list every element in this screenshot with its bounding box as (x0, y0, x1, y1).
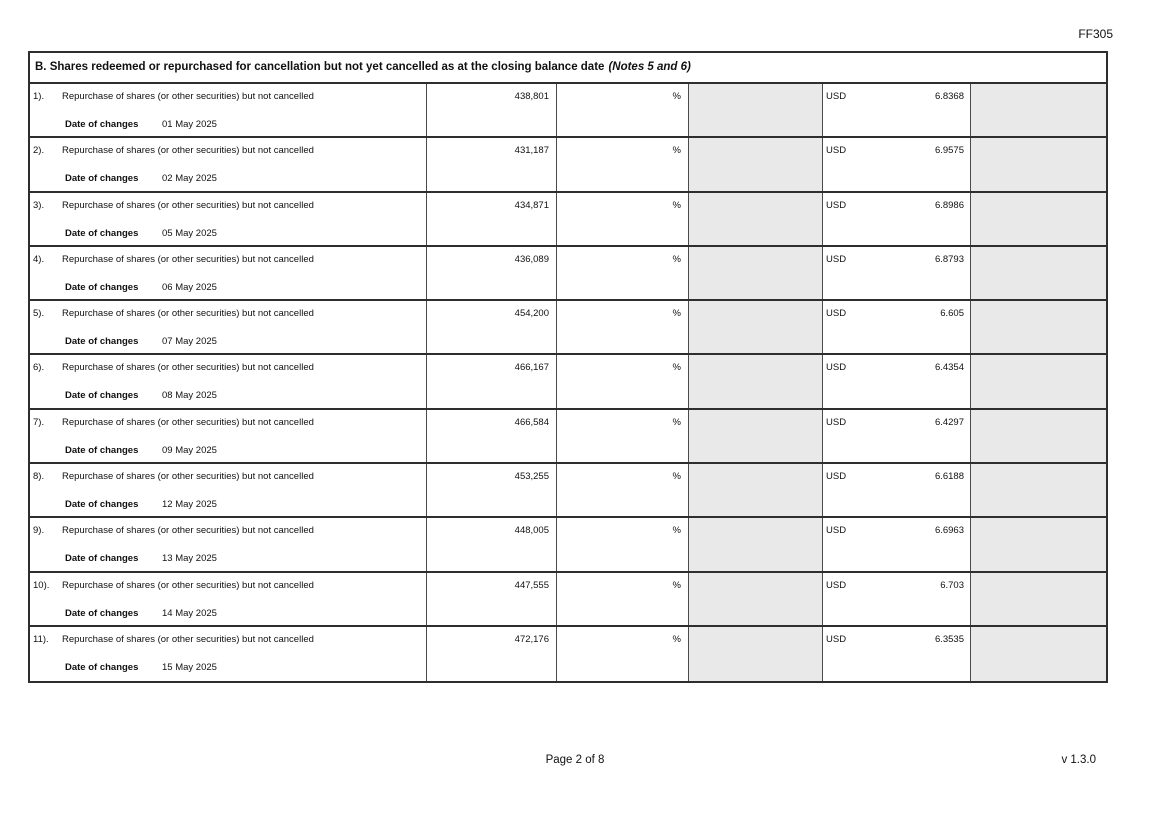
description-cell (30, 138, 427, 190)
shares-count-cell: 466,167 (427, 355, 557, 407)
shaded-blank-cell-1 (689, 573, 823, 625)
description-cell (30, 84, 427, 136)
date-line (30, 608, 426, 619)
shaded-blank-cell-1 (689, 247, 823, 299)
currency-label: USD (826, 199, 847, 211)
table-row (30, 247, 1106, 301)
percent-cell: % (557, 355, 689, 407)
percent-cell: % (557, 573, 689, 625)
date-of-changes-value: 12 May 2025 (162, 499, 217, 511)
exchange-rate-value: 6.605 (940, 308, 964, 320)
shares-count-cell: 438,801 (427, 84, 557, 136)
shaded-blank-cell-1 (689, 138, 823, 190)
shaded-blank-cell-2 (971, 247, 1106, 299)
currency-rate-cell (823, 627, 971, 681)
date-of-changes-label: Date of changes (65, 390, 139, 402)
shaded-blank-cell-2 (971, 573, 1106, 625)
description-cell (30, 355, 427, 407)
shaded-blank-cell-2 (971, 84, 1106, 136)
date-line (30, 119, 426, 130)
description-line (30, 193, 426, 211)
exchange-rate-value: 6.703 (940, 579, 964, 591)
date-line (30, 445, 426, 456)
exchange-rate-value: 6.9575 (934, 145, 964, 157)
date-of-changes-value: 15 May 2025 (162, 661, 217, 673)
shares-count-cell: 453,255 (427, 464, 557, 516)
shares-count-cell: 431,187 (427, 138, 557, 190)
table-row (30, 84, 1106, 138)
currency-label: USD (826, 579, 847, 591)
exchange-rate-value: 6.4354 (934, 362, 964, 374)
currency-label: USD (826, 633, 847, 645)
shaded-blank-cell-2 (971, 193, 1106, 245)
shaded-blank-cell-2 (971, 464, 1106, 516)
shaded-blank-cell-2 (971, 355, 1106, 407)
percent-cell: % (557, 301, 689, 353)
date-of-changes-value: 13 May 2025 (162, 553, 217, 565)
date-line (30, 499, 426, 510)
table-body (30, 84, 1106, 681)
description-line (30, 247, 426, 265)
date-of-changes-label: Date of changes (65, 281, 139, 293)
percent-cell: % (557, 518, 689, 570)
shares-count-cell: 472,176 (427, 627, 557, 681)
date-of-changes-value: 08 May 2025 (162, 390, 217, 402)
section-title-notes: (Notes 5 and 6) (608, 61, 691, 73)
date-of-changes-label: Date of changes (65, 227, 139, 239)
description-line (30, 301, 426, 319)
date-line (30, 282, 426, 293)
shares-count-cell: 454,200 (427, 301, 557, 353)
description-cell (30, 573, 427, 625)
shaded-blank-cell-1 (689, 464, 823, 516)
row-description: Repurchase of shares (or other securities) but not cancelled (62, 91, 314, 102)
currency-rate-cell (823, 193, 971, 245)
date-of-changes-value: 02 May 2025 (162, 173, 217, 185)
exchange-rate-value: 6.6963 (934, 525, 964, 537)
shaded-blank-cell-1 (689, 518, 823, 570)
currency-label: USD (826, 91, 847, 102)
table-row (30, 193, 1106, 247)
date-line (30, 228, 426, 239)
date-of-changes-label: Date of changes (65, 119, 139, 130)
date-of-changes-label: Date of changes (65, 607, 139, 619)
shaded-blank-cell-1 (689, 193, 823, 245)
shaded-blank-cell-2 (971, 138, 1106, 190)
percent-cell: % (557, 193, 689, 245)
shares-count-cell: 466,584 (427, 410, 557, 462)
shaded-blank-cell-1 (689, 84, 823, 136)
shaded-blank-cell-1 (689, 410, 823, 462)
shares-count-cell: 448,005 (427, 518, 557, 570)
row-index: 4). (33, 253, 45, 265)
currency-label: USD (826, 308, 847, 320)
date-line (30, 173, 426, 184)
shaded-blank-cell-2 (971, 627, 1106, 681)
date-of-changes-label: Date of changes (65, 336, 139, 348)
date-line (30, 553, 426, 564)
description-cell (30, 193, 427, 245)
currency-rate-cell (823, 84, 971, 136)
date-of-changes-label: Date of changes (65, 499, 139, 511)
date-of-changes-value: 09 May 2025 (162, 444, 217, 456)
currency-rate-cell (823, 464, 971, 516)
row-description: Repurchase of shares (or other securities) but not cancelled (62, 525, 314, 537)
table-row (30, 138, 1106, 192)
shaded-blank-cell-2 (971, 301, 1106, 353)
shaded-blank-cell-1 (689, 301, 823, 353)
shares-redeemed-table (28, 51, 1108, 683)
exchange-rate-value: 6.6188 (934, 471, 964, 483)
date-of-changes-label: Date of changes (65, 444, 139, 456)
currency-label: USD (826, 471, 847, 483)
percent-cell: % (557, 138, 689, 190)
currency-label: USD (826, 145, 847, 157)
row-index: 2). (33, 145, 45, 157)
description-cell (30, 247, 427, 299)
row-index: 6). (33, 362, 45, 374)
exchange-rate-value: 6.8793 (934, 253, 964, 265)
version-label: v 1.3.0 (1061, 754, 1096, 766)
shaded-blank-cell-1 (689, 627, 823, 681)
description-line (30, 138, 426, 156)
row-description: Repurchase of shares (or other securities) but not cancelled (62, 362, 314, 374)
row-index: 10). (33, 579, 50, 591)
page-indicator: Page 2 of 8 (545, 754, 605, 766)
table-row (30, 301, 1106, 355)
currency-label: USD (826, 416, 847, 428)
date-of-changes-value: 05 May 2025 (162, 227, 217, 239)
row-index: 8). (33, 471, 45, 483)
date-line (30, 390, 426, 401)
row-description: Repurchase of shares (or other securities) but not cancelled (62, 471, 314, 483)
percent-cell: % (557, 247, 689, 299)
row-index: 9). (33, 525, 45, 537)
date-of-changes-value: 01 May 2025 (162, 119, 217, 130)
percent-cell: % (557, 627, 689, 681)
row-description: Repurchase of shares (or other securities) but not cancelled (62, 579, 314, 591)
currency-label: USD (826, 362, 847, 374)
form-code-label: FF305 (1078, 27, 1113, 41)
currency-rate-cell (823, 573, 971, 625)
currency-rate-cell (823, 410, 971, 462)
percent-cell: % (557, 84, 689, 136)
currency-rate-cell (823, 518, 971, 570)
date-of-changes-value: 06 May 2025 (162, 281, 217, 293)
section-title-text: B. Shares redeemed or repurchased for cancellation but not yet cancelled as at the closing balance date (35, 61, 605, 73)
percent-cell: % (557, 410, 689, 462)
shares-count-cell: 436,089 (427, 247, 557, 299)
currency-rate-cell (823, 301, 971, 353)
description-line (30, 355, 426, 373)
table-row (30, 355, 1106, 409)
date-line (30, 662, 426, 673)
description-line (30, 627, 426, 645)
row-description: Repurchase of shares (or other securities) but not cancelled (62, 145, 314, 157)
date-of-changes-value: 07 May 2025 (162, 336, 217, 348)
shaded-blank-cell-2 (971, 410, 1106, 462)
table-row (30, 410, 1106, 464)
description-line (30, 464, 426, 482)
table-row (30, 627, 1106, 681)
shaded-blank-cell-1 (689, 355, 823, 407)
description-cell (30, 301, 427, 353)
section-title (30, 53, 1106, 84)
description-cell (30, 518, 427, 570)
row-description: Repurchase of shares (or other securities) but not cancelled (62, 416, 314, 428)
row-index: 5). (33, 308, 45, 320)
shares-count-cell: 434,871 (427, 193, 557, 245)
currency-rate-cell (823, 355, 971, 407)
currency-label: USD (826, 525, 847, 537)
exchange-rate-value: 6.8368 (934, 91, 964, 102)
description-cell (30, 464, 427, 516)
description-line (30, 84, 426, 102)
row-index: 7). (33, 416, 45, 428)
exchange-rate-value: 6.3535 (934, 633, 964, 645)
description-line (30, 518, 426, 536)
date-line (30, 336, 426, 347)
shares-count-cell: 447,555 (427, 573, 557, 625)
currency-rate-cell (823, 247, 971, 299)
row-description: Repurchase of shares (or other securities) but not cancelled (62, 199, 314, 211)
description-line (30, 573, 426, 591)
date-of-changes-value: 14 May 2025 (162, 607, 217, 619)
exchange-rate-value: 6.8986 (934, 199, 964, 211)
percent-cell: % (557, 464, 689, 516)
currency-label: USD (826, 253, 847, 265)
row-description: Repurchase of shares (or other securities) but not cancelled (62, 253, 314, 265)
row-description: Repurchase of shares (or other securities) but not cancelled (62, 633, 314, 645)
table-row (30, 573, 1106, 627)
description-cell (30, 410, 427, 462)
description-line (30, 410, 426, 428)
date-of-changes-label: Date of changes (65, 553, 139, 565)
shaded-blank-cell-2 (971, 518, 1106, 570)
table-row (30, 464, 1106, 518)
row-index: 11). (33, 633, 49, 645)
date-of-changes-label: Date of changes (65, 661, 139, 673)
currency-rate-cell (823, 138, 971, 190)
row-description: Repurchase of shares (or other securities) but not cancelled (62, 308, 314, 320)
description-cell (30, 627, 427, 681)
row-index: 3). (33, 199, 45, 211)
row-index: 1). (33, 91, 45, 102)
exchange-rate-value: 6.4297 (934, 416, 964, 428)
date-of-changes-label: Date of changes (65, 173, 139, 185)
table-row (30, 518, 1106, 572)
